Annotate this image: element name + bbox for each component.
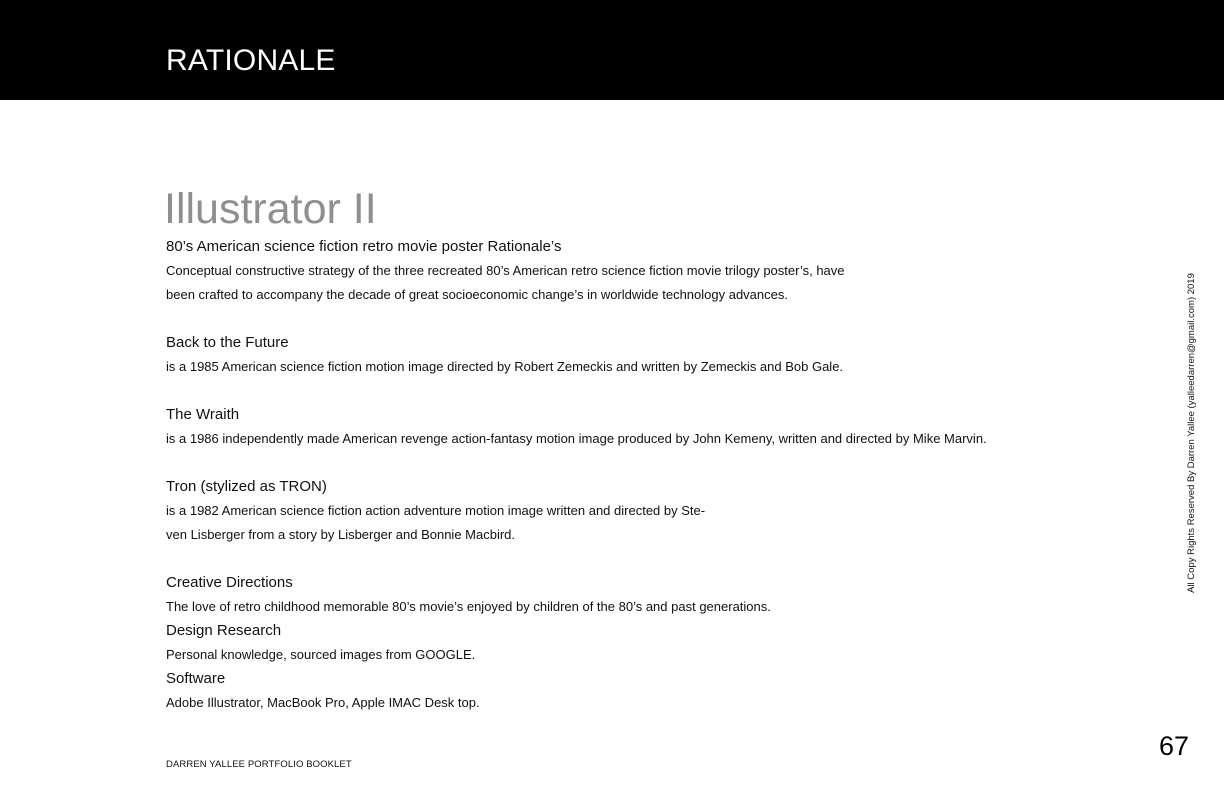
- footer-label: DARREN YALLEE PORTFOLIO BOOKLET: [166, 759, 352, 770]
- subtitle: 80’s American science fiction retro movie poster Rationale’s: [166, 238, 562, 255]
- page-number: 67: [1159, 731, 1190, 761]
- section-text-the-wraith: is a 1986 independently made American revenge action-fantasy motion image produced by John Kemeny, written and directed by Mike Marvin.: [166, 431, 987, 446]
- section-text-design-research: Personal knowledge, sourced images from GOOGLE.: [166, 647, 476, 662]
- section-heading-the-wraith: The Wraith: [166, 406, 240, 423]
- header-bar: [0, 0, 1224, 100]
- section-text-software: Adobe Illustrator, MacBook Pro, Apple IMAC Desk top.: [166, 695, 480, 710]
- section-heading-tron: Tron (stylized as TRON): [166, 478, 327, 495]
- section-heading-design-research: Design Research: [166, 622, 282, 639]
- section-heading-software: Software: [166, 670, 226, 687]
- section-text-creative-directions: The love of retro childhood memorable 80’s movie’s enjoyed by children of the 80’s and past generations.: [166, 599, 771, 614]
- section-heading-back-to-the-future: Back to the Future: [166, 334, 289, 351]
- section-text-tron-line-2: ven Lisberger from a story by Lisberger and Bonnie Macbird.: [166, 527, 516, 542]
- page-title: Illustrator II: [164, 185, 377, 233]
- section-text-back-to-the-future: is a 1985 American science fiction motion image directed by Robert Zemeckis and written by Zemeckis and Bob Gale.: [166, 359, 844, 374]
- copyright-notice: All Copy Rights Reserved By Darren Yallee (yalleedarren@gmail.com) 2019: [1186, 273, 1197, 593]
- intro-text-line-2: been crafted to accompany the decade of great socioeconomic change’s in worldwide technology advances.: [166, 287, 788, 302]
- intro-text-line-1: Conceptual constructive strategy of the three recreated 80’s American retro science fiction movie trilogy poster’s, have: [166, 263, 845, 278]
- section-text-tron-line-1: is a 1982 American science fiction action adventure motion image written and directed by Ste-: [166, 503, 706, 518]
- section-heading-creative-directions: Creative Directions: [166, 574, 293, 591]
- page-section-title: RATIONALE: [166, 44, 336, 77]
